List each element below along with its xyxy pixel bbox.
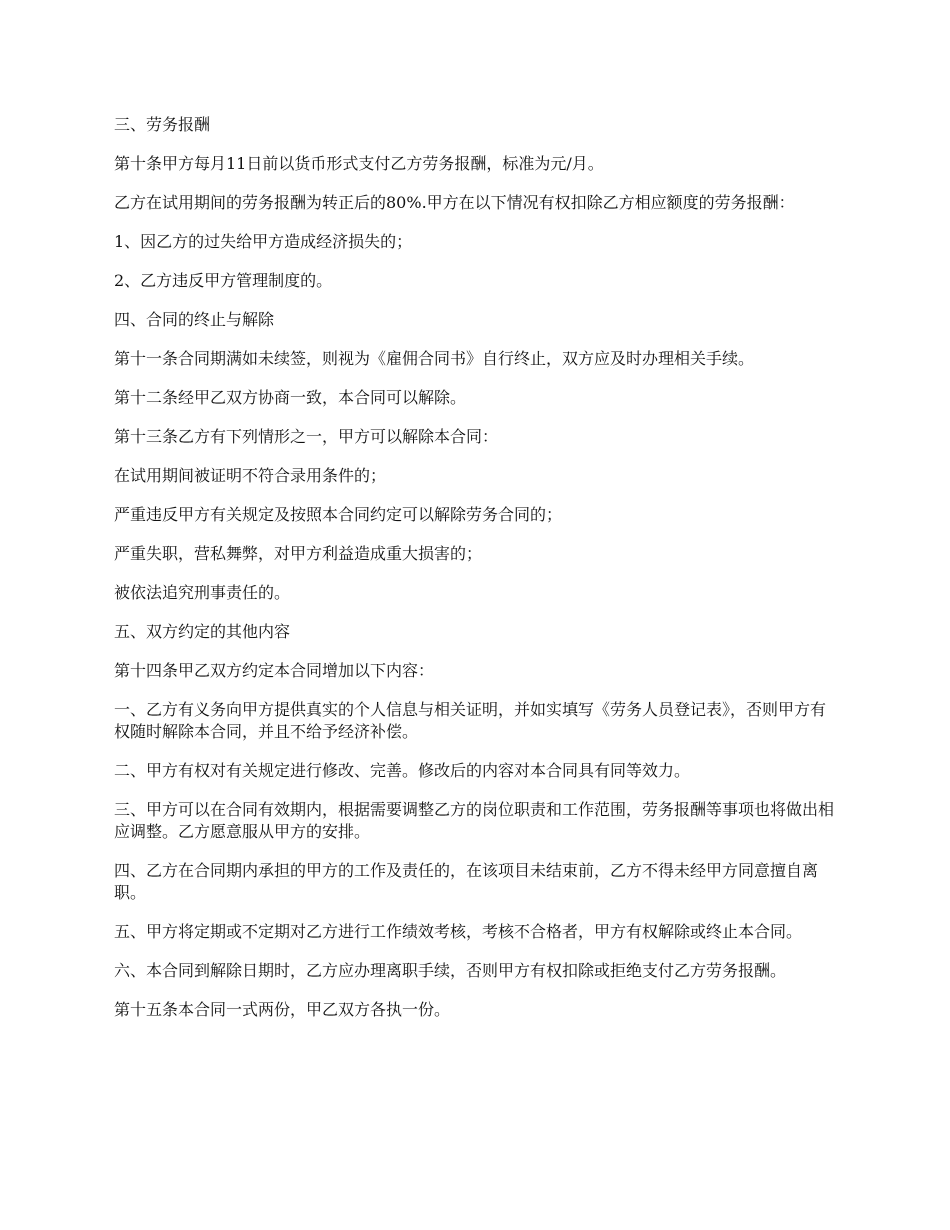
other-term-2: 二、甲方有权对有关规定进行修改、完善。修改后的内容对本合同具有同等效力。 xyxy=(114,761,691,780)
section-heading-other-terms: 五、双方约定的其他内容 xyxy=(114,622,291,641)
article-13: 第十三条乙方有下列情形之一，甲方可以解除本合同： xyxy=(114,427,499,446)
other-term-4: 四、乙方在合同期内承担的甲方的工作及责任的，在该项目未结束前，乙方不得未经甲方同意擅自离职。 xyxy=(114,861,819,902)
termination-condition-3: 严重失职，营私舞弊，对甲方利益造成重大损害的； xyxy=(114,544,483,563)
termination-condition-1: 在试用期间被证明不符合录用条件的； xyxy=(114,466,387,485)
section-heading-remuneration: 三、劳务报酬 xyxy=(114,115,211,134)
deduction-item-1: 1、因乙方的过失给甲方造成经济损失的； xyxy=(114,232,413,251)
article-12: 第十二条经甲乙双方协商一致，本合同可以解除。 xyxy=(114,388,467,407)
article-14: 第十四条甲乙双方约定本合同增加以下内容： xyxy=(114,661,435,680)
article-15: 第十五条本合同一式两份，甲乙双方各执一份。 xyxy=(114,1000,451,1019)
deduction-item-2: 2、乙方违反甲方管理制度的。 xyxy=(114,271,333,290)
article-11: 第十一条合同期满如未续签，则视为《雇佣合同书》自行终止，双方应及时办理相关手续。 xyxy=(114,349,755,368)
section-heading-termination: 四、合同的终止与解除 xyxy=(114,310,275,329)
other-term-5: 五、甲方将定期或不定期对乙方进行工作绩效考核，考核不合格者，甲方有权解除或终止本合同。 xyxy=(114,922,803,941)
termination-condition-4: 被依法追究刑事责任的。 xyxy=(114,583,291,602)
probation-pay-paragraph: 乙方在试用期间的劳务报酬为转正后的80%.甲方在以下情况有权扣除乙方相应额度的劳务报酬： xyxy=(114,193,795,212)
termination-condition-2: 严重违反甲方有关规定及按照本合同约定可以解除劳务合同的； xyxy=(114,505,563,524)
other-term-1: 一、乙方有义务向甲方提供真实的个人信息与相关证明，并如实填写《劳务人员登记表》，否则甲方有权随时解除本合同，并且不给予经济补偿。 xyxy=(114,700,827,741)
document-page xyxy=(114,114,838,1038)
other-term-6: 六、本合同到解除日期时，乙方应办理离职手续，否则甲方有权扣除或拒绝支付乙方劳务报酬。 xyxy=(114,961,787,980)
other-term-3: 三、甲方可以在合同有效期内，根据需要调整乙方的岗位职责和工作范围，劳务报酬等事项也将做出相应调整。乙方愿意服从甲方的安排。 xyxy=(114,800,835,841)
article-10: 第十条甲方每月11日前以货币形式支付乙方劳务报酬，标准为元/月。 xyxy=(114,154,604,173)
